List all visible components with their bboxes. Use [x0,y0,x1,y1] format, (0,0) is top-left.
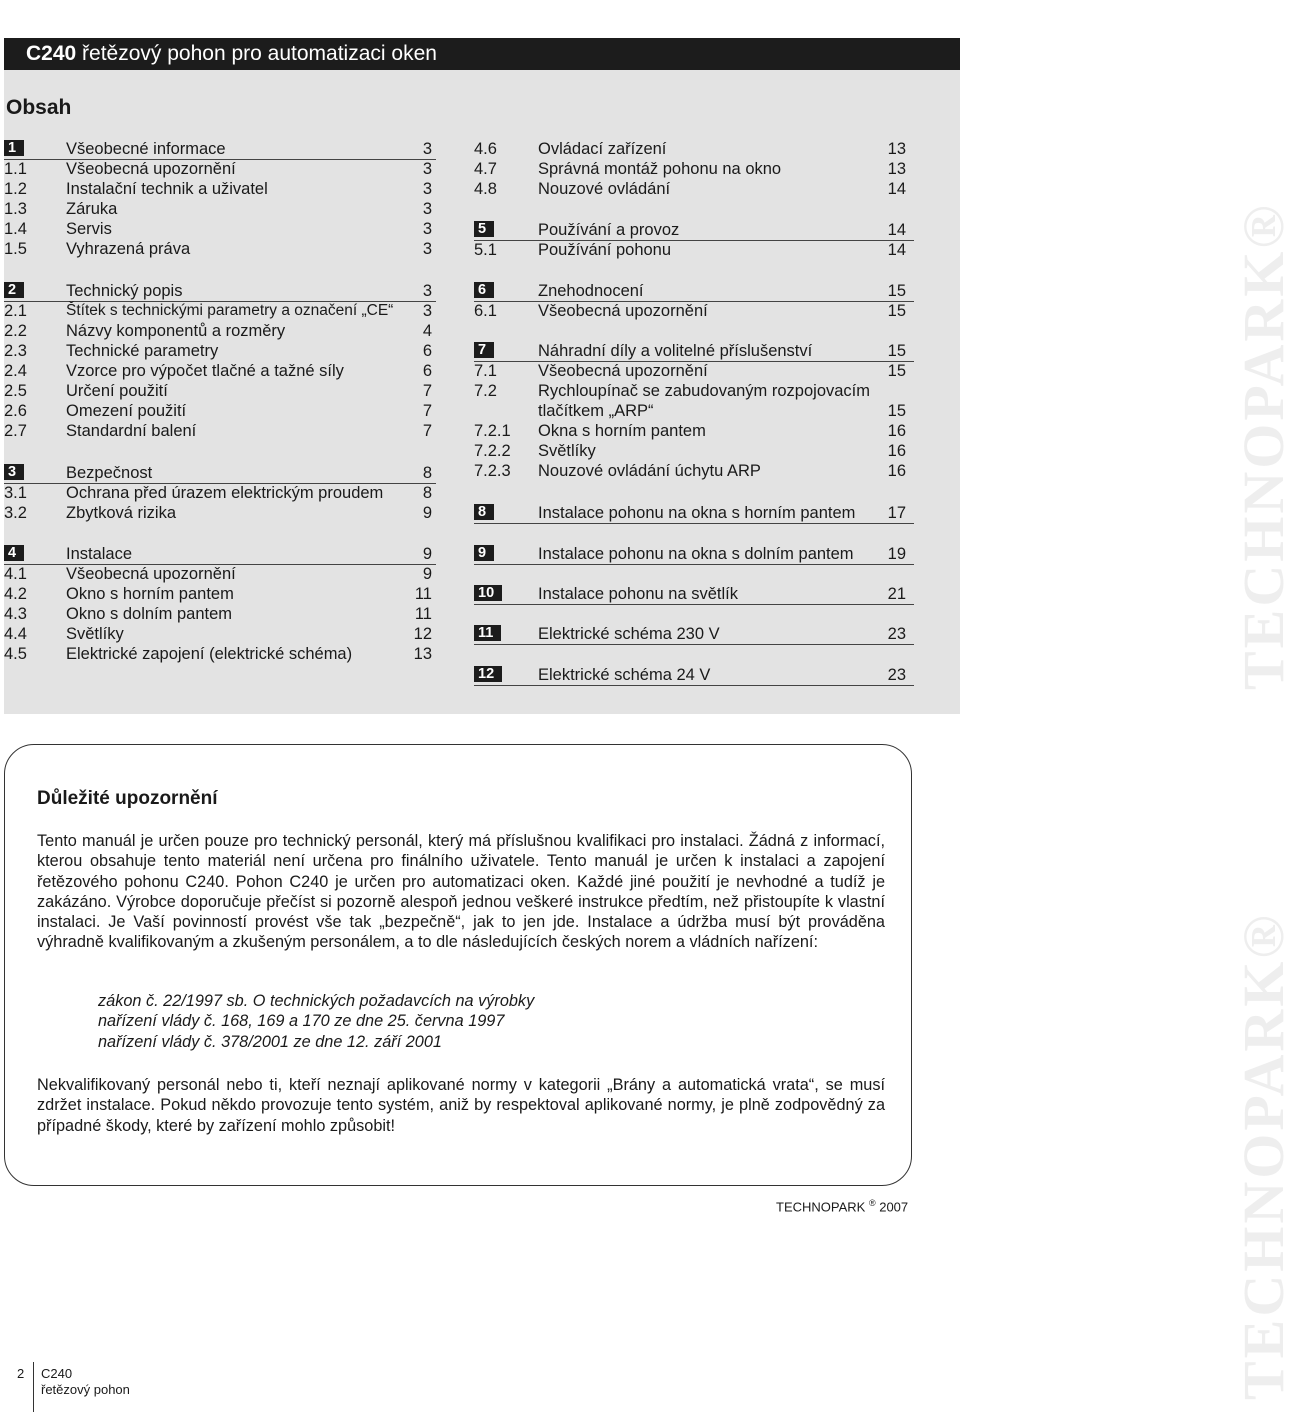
toc-label: Světlíky [538,442,596,460]
toc-page: 15 [887,402,906,420]
toc-label: Všeobecná upozornění [538,362,708,380]
toc-page: 8 [422,464,432,482]
law-list [98,991,534,1052]
page-number: 2 [17,1366,25,1381]
toc-entry [474,401,914,421]
header-bar [4,38,960,70]
toc-number: 2.4 [4,362,27,380]
toc-page: 3 [422,282,432,300]
toc-page: 9 [422,504,432,522]
toc-entry [4,219,436,239]
toc-label: Všeobecná upozornění [538,302,708,320]
toc-page: 6 [422,362,432,380]
toc-label: Elektrické zapojení (elektrické schéma) [66,645,353,663]
toc-chapter [4,281,436,302]
toc-entry [4,239,436,259]
table-of-contents [4,70,960,714]
important-notice [4,744,912,1186]
toc-entry [4,503,436,523]
toc-page: 17 [887,504,906,522]
toc-number: 4.8 [474,180,497,198]
toc-page: 13 [887,160,906,178]
toc-label: Používání a provoz [538,221,680,239]
toc-label: Znehodnocení [538,282,644,300]
toc-number: 2.3 [4,342,27,360]
toc-page: 23 [887,625,906,643]
toc-entry [474,381,914,401]
toc-page: 4 [422,322,432,340]
toc-label: Štítek s technickými parametry a označení „CE“ [66,302,394,319]
toc-page: 9 [422,545,432,563]
title-text: řetězový pohon pro automatizaci oken [82,42,437,65]
law-item: zákon č. 22/1997 sb. O technických požadavcích na výrobky [98,992,535,1010]
toc-chapter [474,281,914,302]
toc-label: Elektrické schéma 24 V [538,666,711,684]
toc-number: 2.5 [4,382,27,400]
toc-label: Nouzové ovládání [538,180,671,198]
footer-divider [33,1362,34,1412]
toc-number: 4.7 [474,160,497,178]
toc-number: 9 [474,545,494,561]
brand-name: TECHNOPARK [776,1199,866,1215]
toc-number: 7.2.1 [474,422,511,440]
toc-number: 1 [4,140,24,156]
toc-page: 11 [414,605,432,623]
toc-chapter [474,503,914,524]
toc-number: 2.7 [4,422,27,440]
toc-entry [4,341,436,361]
toc-label: Okno s dolním pantem [66,605,232,623]
law-item: nařízení vlády č. 378/2001 ze dne 12. září 2001 [98,1032,442,1051]
toc-label: Instalace [66,545,133,563]
toc-number: 6 [474,282,494,298]
toc-chapter [474,341,914,362]
toc-page: 16 [887,422,906,440]
toc-page: 7 [422,382,432,400]
toc-page: 7 [422,402,432,420]
toc-label: Záruka [66,200,118,218]
toc-entry [4,483,436,503]
toc-number: 1.3 [4,200,27,218]
toc-entry [4,624,436,644]
toc-page: 6 [422,342,432,360]
toc-label: Servis [66,220,112,238]
toc-label: Všeobecné informace [66,140,226,158]
toc-number: 7.2.2 [474,442,511,460]
toc-entry [4,301,436,321]
toc-page: 3 [422,160,432,178]
footer-product: řetězový pohon [41,1382,130,1397]
toc-entry [474,361,914,381]
toc-entry [4,604,436,624]
toc-label: Technické parametry [66,342,219,360]
toc-page: 3 [422,220,432,238]
toc-page: 21 [887,585,906,603]
toc-chapter [474,665,914,686]
toc-page: 15 [887,342,906,360]
toc-number: 2.1 [4,302,27,320]
toc-label: Instalace pohonu na okna s horním pantem [538,504,856,522]
toc-chapter [474,624,914,645]
law-item: nařízení vlády č. 168, 169 a 170 ze dne 25. června 1997 [98,1012,505,1031]
toc-number: 5.1 [474,241,497,259]
toc-entry [474,139,914,159]
toc-page: 15 [887,302,906,320]
toc-number: 4 [4,545,24,561]
toc-label: Nouzové ovládání úchytu ARP [538,462,761,480]
toc-label: Všeobecná upozornění [66,565,236,583]
toc-number: 3.2 [4,504,27,522]
toc-label: Správná montáž pohonu na okno [538,160,782,178]
toc-entry [4,381,436,401]
brand-line [776,1198,908,1214]
footer-model: C240 [41,1366,73,1381]
notice-paragraph: Nekvalifikovaný personál nebo ti, kteří neznají aplikované normy v kategorii „Brány a automatická vrata“, se musí zdržet instalace. Pokud někdo provozuje tento systém, aniž by respektoval aplikované normy, je plně zodpovědný za případné škody, které by zařízení mohlo způsobit! [37,1076,885,1135]
toc-entry [474,301,914,321]
toc-number: 3.1 [4,484,27,502]
toc-page: 3 [422,140,432,158]
toc-label: Vzorce pro výpočet tlačné a tažné síly [66,362,344,380]
toc-page: 15 [887,362,906,380]
toc-entry [4,421,436,441]
toc-number: 2.2 [4,322,27,340]
toc-chapter [474,544,914,565]
toc-page: 14 [887,241,906,259]
toc-number: 8 [474,504,494,520]
toc-entry [4,159,436,179]
toc-entry [474,240,914,260]
toc-entry [474,159,914,179]
model-name: C240 [26,42,77,65]
toc-page: 11 [414,585,432,603]
toc-number: 7.1 [474,362,497,380]
toc-chapter [4,463,436,484]
toc-label: Instalační technik a uživatel [66,180,268,198]
toc-number: 1.2 [4,180,27,198]
toc-entry [4,584,436,604]
toc-page: 8 [422,484,432,502]
toc-label: tlačítkem „ARP“ [538,402,654,420]
toc-number: 7.2 [474,382,497,400]
toc-page: 9 [422,565,432,583]
toc-label: Ovládací zařízení [538,140,667,158]
toc-entry [474,421,914,441]
toc-label: Zbytková rizika [66,504,177,522]
toc-number: 4.1 [4,565,27,583]
toc-label: Instalace pohonu na světlík [538,585,738,603]
toc-chapter [4,544,436,565]
notice-paragraph: Tento manuál je určen pouze pro technický personál, který má příslušnou kvalifikaci pro instalaci. Žádná z informací, kterou obsahuje tento materiál není určena pro finálního uživatele. Tento manuál je určen k instalaci a zapojení řetězového pohonu C240. Pohon C240 je určen pro automatizaci oken. Každé jiné použití je nevhodné a tudíž je zakázáno. Výrobce doporučuje přečíst si pozorně alespoň jednou veškeré instrukce předtím, než přistoupíte k vlastní instalaci. Je Vaší povinností provést vše tak „bezpečně“, jak to jen jde. Instalace a údržba musí být prováděna výhradně kvalifikovaným a zkušeným personálem, a to dle následujících českých norem a vládních nařízení: [37,832,885,952]
toc-page: 23 [887,666,906,684]
toc-page: 3 [422,302,432,320]
toc-label: Ochrana před úrazem elektrickým proudem [66,484,384,502]
toc-number: 10 [474,585,502,601]
toc-entry [4,321,436,341]
toc-label: Všeobecná upozornění [66,160,236,178]
registered-mark: ® [868,1198,876,1208]
toc-label: Elektrické schéma 230 V [538,625,720,643]
toc-label: Vyhrazená práva [66,240,191,258]
toc-entry [4,199,436,219]
brand-year: 2007 [879,1199,909,1215]
toc-label: Bezpečnost [66,464,153,482]
toc-page: 15 [887,282,906,300]
toc-label: Světlíky [66,625,124,643]
toc-number: 2.6 [4,402,27,420]
toc-number: 2 [4,282,24,298]
toc-label: Okna s horním pantem [538,422,706,440]
toc-number: 4.6 [474,140,497,158]
toc-page: 7 [422,422,432,440]
toc-number: 6.1 [474,302,497,320]
watermark-text: TECHNOPARK® [1231,912,1296,1400]
toc-number: 4.5 [4,645,27,663]
toc-number: 4.2 [4,585,27,603]
toc-number: 5 [474,221,494,237]
toc-label: Technický popis [66,282,183,300]
toc-chapter [474,220,914,241]
toc-chapter [474,584,914,605]
toc-number: 1.5 [4,240,27,258]
toc-number: 1.1 [4,160,27,178]
page-footer [0,1362,200,1412]
toc-number: 11 [474,625,501,641]
toc-number: 4.3 [4,605,27,623]
toc-chapter [4,139,436,160]
toc-label: Rychloupínač se zabudovaným rozpojovacím [538,382,871,400]
toc-label: Názvy komponentů a rozměry [66,322,286,340]
toc-label: Používání pohonu [538,241,672,259]
toc-page: 16 [887,442,906,460]
toc-page: 3 [422,240,432,258]
toc-entry [474,461,914,481]
notice-title: Důležité upozornění [37,788,218,809]
toc-number: 3 [4,464,24,480]
toc-page: 16 [887,462,906,480]
toc-entry [4,401,436,421]
toc-heading: Obsah [6,96,72,119]
toc-entry [4,644,436,664]
toc-entry [474,179,914,199]
toc-label: Určení použití [66,382,168,400]
toc-number: 12 [474,666,502,682]
toc-page: 3 [422,200,432,218]
toc-number: 1.4 [4,220,27,238]
toc-entry [4,361,436,381]
document-title [26,41,437,67]
toc-label: Okno s horním pantem [66,585,234,603]
toc-page: 3 [422,180,432,198]
toc-label: Instalace pohonu na okna s dolním pantem [538,545,854,563]
toc-entry [4,564,436,584]
toc-label: Omezení použití [66,402,187,420]
toc-number: 4.4 [4,625,27,643]
toc-label: Náhradní díly a volitelné příslušenství [538,342,813,360]
toc-page: 14 [887,221,906,239]
toc-number: 7.2.3 [474,462,511,480]
watermark-text: TECHNOPARK® [1231,202,1296,690]
toc-entry [474,441,914,461]
toc-page: 14 [887,180,906,198]
toc-page: 13 [887,140,906,158]
toc-page: 12 [413,625,432,643]
toc-page: 19 [887,545,906,563]
toc-page: 13 [413,645,432,663]
toc-entry [4,179,436,199]
toc-number: 7 [474,342,494,358]
toc-label: Standardní balení [66,422,197,440]
